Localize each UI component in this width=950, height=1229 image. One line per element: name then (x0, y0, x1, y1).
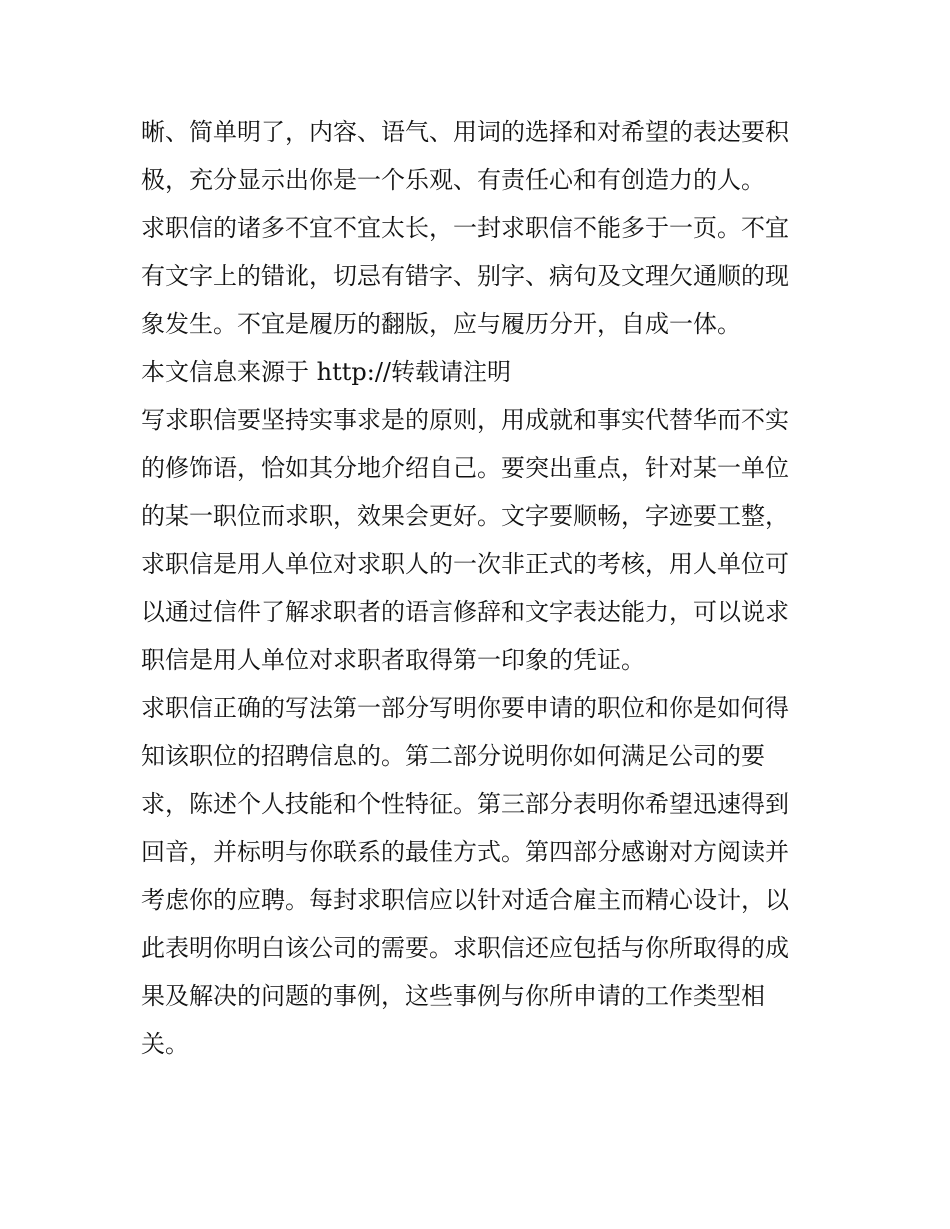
text-line-8: 的修饰语，恰如其分地介绍自己。要突出重点，针对某一单位 (141, 454, 789, 482)
text-line-16: 回音，并标明与你联系的最佳方式。第四部分感谢对方阅读并 (141, 838, 789, 866)
text-line-12: 职信是用人单位对求职者取得第一印象的凭证。 (141, 646, 645, 674)
text-line-19: 果及解决的问题的事例，这些事例与你所申请的工作类型相 (141, 982, 765, 1010)
text-line-14: 知该职位的招聘信息的。第二部分说明你如何满足公司的要 (141, 742, 765, 770)
text-line-15: 求，陈述个人技能和个性特征。第三部分表明你希望迅速得到 (141, 790, 789, 818)
text-line-17: 考虑你的应聘。每封求职信应以针对适合雇主而精心设计，以 (141, 886, 789, 914)
text-line-7: 写求职信要坚持实事求是的原则，用成就和事实代替华而不实 (141, 406, 789, 434)
text-line-5: 象发生。不宜是履历的翻版，应与履历分开，自成一体。 (141, 310, 741, 338)
document-body (141, 108, 821, 1068)
text-line-18: 此表明你明白该公司的需要。求职信还应包括与你所取得的成 (141, 934, 789, 962)
text-line-1: 晰、简单明了，内容、语气、用词的选择和对希望的表达要积 (141, 118, 789, 146)
text-line-20: 关。 (141, 1030, 189, 1058)
text-line-6: 本文信息来源于 http://转载请注明 (141, 358, 511, 386)
text-line-4: 有文字上的错讹，切忌有错字、别字、病句及文理欠通顺的现 (141, 262, 789, 290)
text-line-2: 极，充分显示出你是一个乐观、有责任心和有创造力的人。 (141, 166, 765, 194)
text-line-13: 求职信正确的写法第一部分写明你要申请的职位和你是如何得 (141, 694, 789, 722)
text-line-11: 以通过信件了解求职者的语言修辞和文字表达能力，可以说求 (141, 598, 789, 626)
text-line-10: 求职信是用人单位对求职人的一次非正式的考核，用人单位可 (141, 550, 789, 578)
text-line-9: 的某一职位而求职，效果会更好。文字要顺畅，字迹要工整， (141, 502, 789, 530)
text-line-3: 求职信的诸多不宜不宜太长，一封求职信不能多于一页。不宜 (141, 214, 789, 242)
